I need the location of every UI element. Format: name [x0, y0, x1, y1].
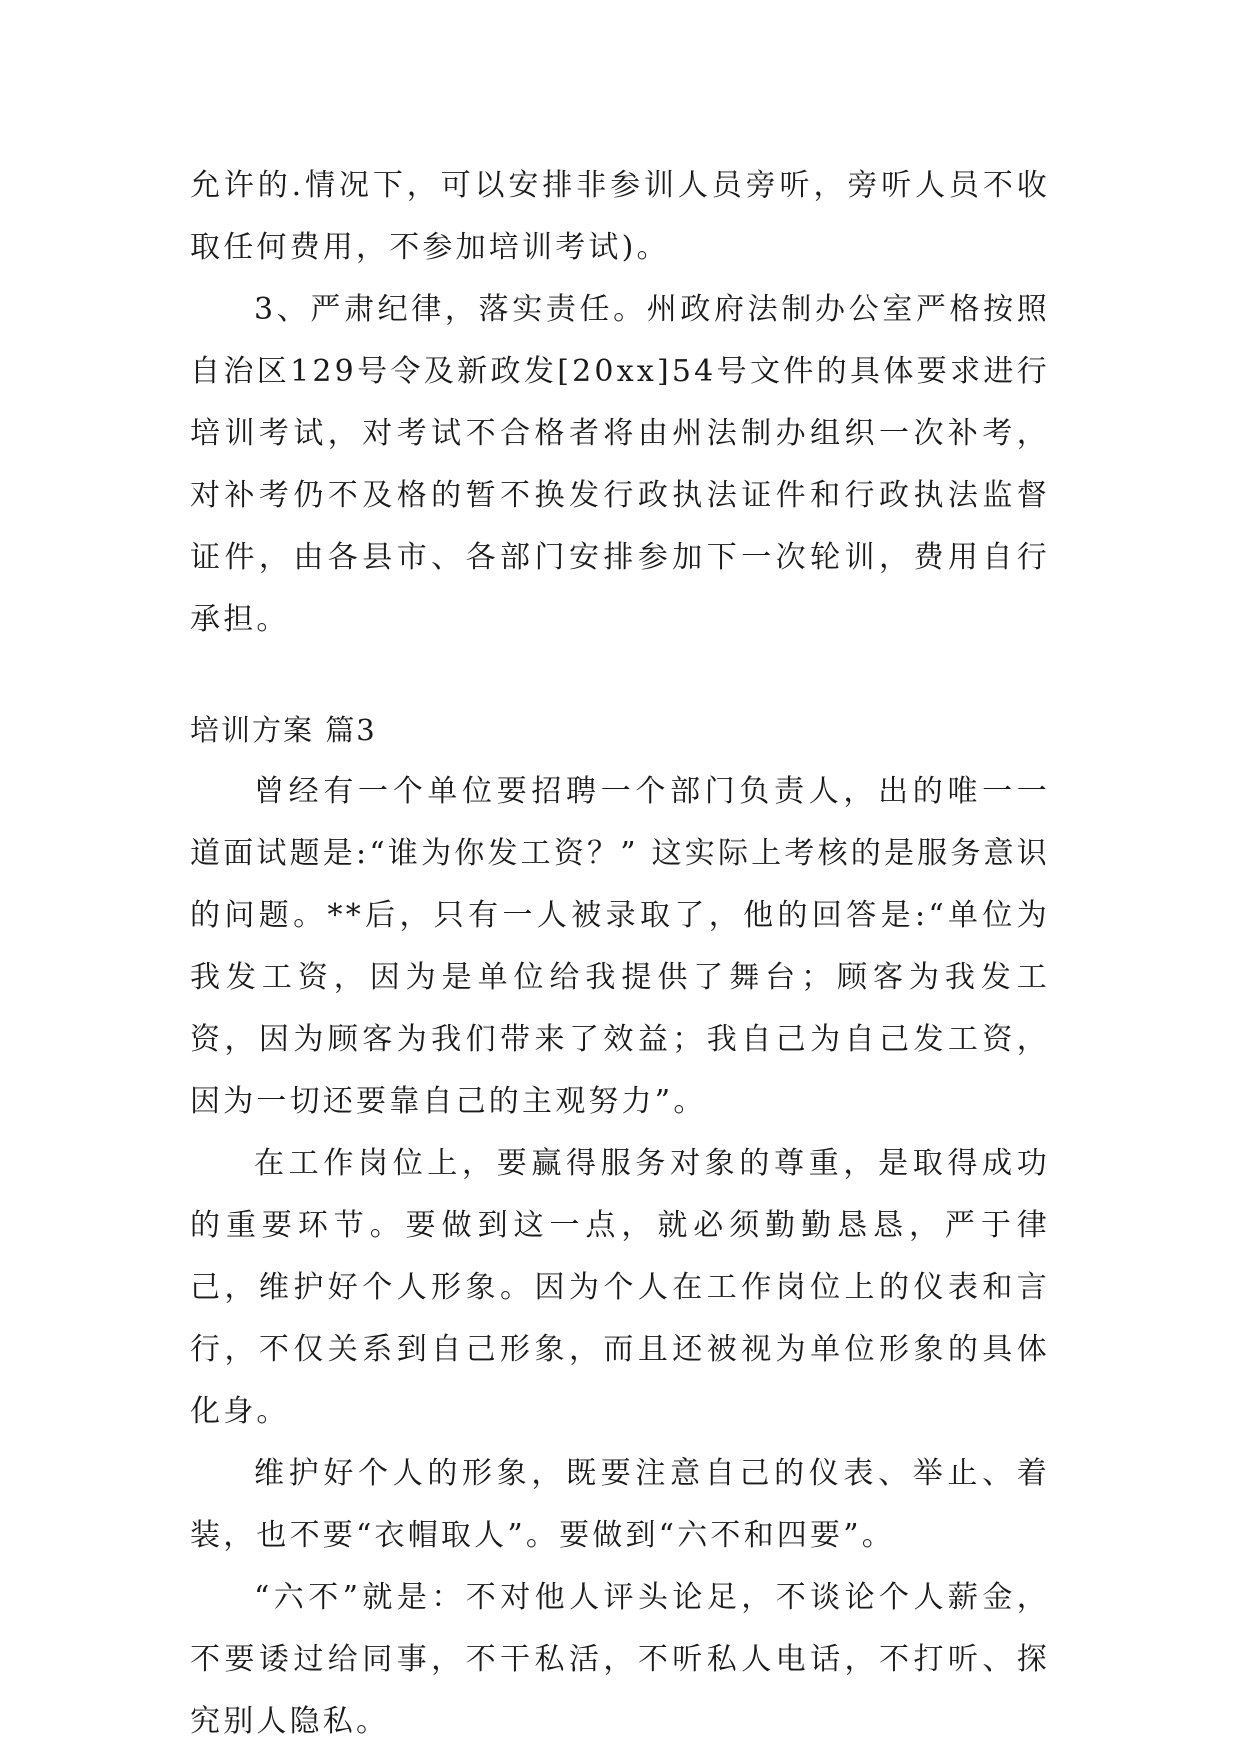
paragraph-six-donts: “六不”就是：不对他人评头论足，不谈论个人薪金，不要诿过给同事，不干私活，不听私人电话，不打听、探究别人隐私。: [190, 1580, 1050, 1739]
paragraph-discipline: 3、严肃纪律，落实责任。州政府法制办公室严格按照自治区129号令及新政发[20xx]54号文件的具体要求进行培训考试，对考试不合格者将由州法制办组织一次补考，对补考仍不及格的暂不换发行政执法证件和行政执法监督证件，由各县市、各部门安排参加下一次轮训，费用自行承担。: [190, 292, 1050, 637]
document-body: [190, 155, 1050, 1753]
section-heading: 培训方案 篇3: [190, 713, 377, 747]
paragraph-continuation: 允许的.情况下，可以安排非参训人员旁听，旁听人员不收取任何费用，不参加培训考试)。: [190, 168, 1050, 265]
paragraph-image: 维护好个人的形象，既要注意自己的仪表、举止、着装，也不要“衣帽取人”。要做到“六不和四要”。: [190, 1456, 1050, 1553]
paragraph-interview-question: 曾经有一个单位要招聘一个部门负责人，出的唯一一道面试题是:“谁为你发工资？” 这实际上考核的是服务意识的问题。**后，只有一人被录取了，他的回答是:“单位为我发工资，因为是单位给我提供了舞台；顾客为我发工资，因为顾客为我们带来了效益；我自己为自己发工资，因为一切还要靠自己的主观努力”。: [190, 774, 1050, 1119]
paragraph-respect: 在工作岗位上，要赢得服务对象的尊重，是取得成功的重要环节。要做到这一点，就必须勤勤恳恳，严于律己，维护好个人形象。因为个人在工作岗位上的仪表和言行，不仅关系到自己形象，而且还被视为单位形象的具体化身。: [190, 1146, 1050, 1429]
section-gap: [190, 651, 1050, 699]
